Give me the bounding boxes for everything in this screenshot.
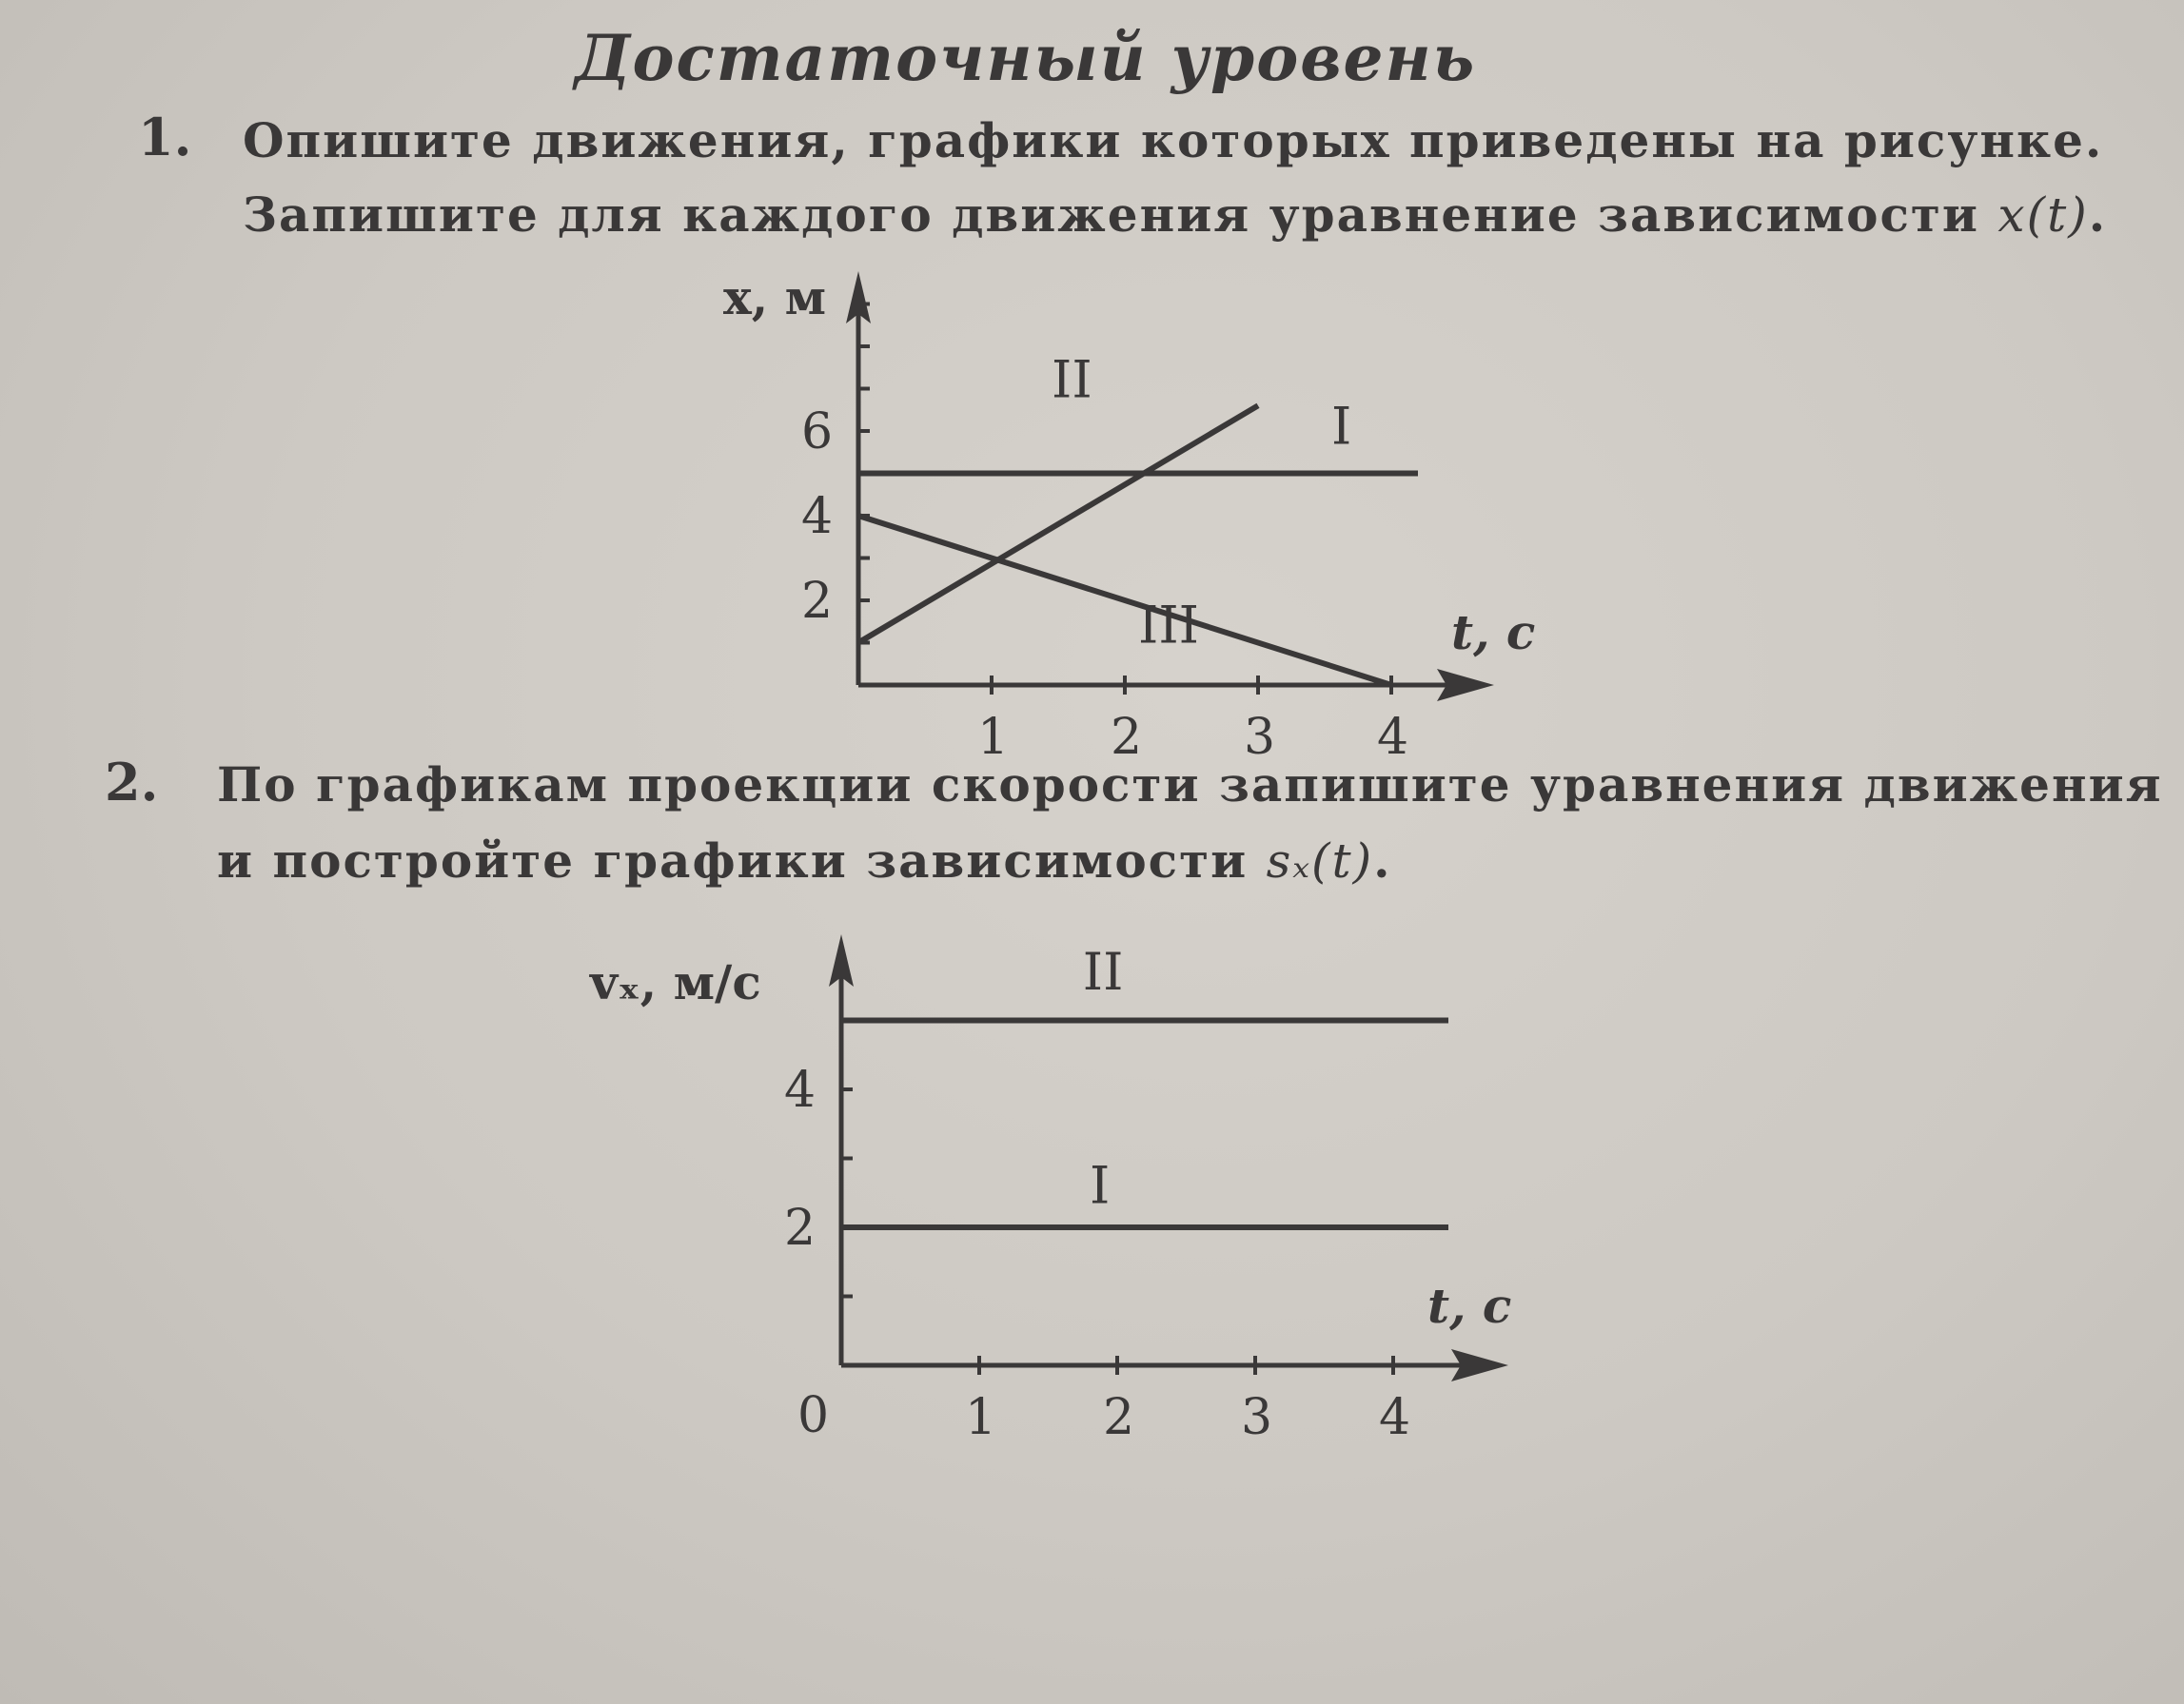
x-tick-label: 4 [1377, 709, 1409, 766]
origin-label: 0 [797, 1387, 830, 1444]
x-tick-label: 4 [1379, 1389, 1411, 1446]
task2-line2-text: и постройте графики зависимости [217, 832, 1249, 889]
x-tick-label: 1 [965, 1389, 997, 1446]
section-heading: Достаточный уровень [574, 21, 1477, 95]
x-tick-label: 2 [1103, 1389, 1135, 1446]
task1-line2-end: . [2088, 186, 2108, 243]
y-tick-label: 6 [801, 403, 834, 460]
y-tick-label: 2 [801, 573, 834, 630]
task1-number: 1. [138, 107, 192, 167]
x-axis-label: t, с [1451, 604, 1536, 660]
series-label-II: II [1082, 941, 1124, 1002]
x-tick-label: 3 [1241, 1389, 1273, 1446]
y-axis-label: x, м [723, 269, 827, 325]
x-tick-label: 2 [1111, 709, 1143, 766]
x-tick-label: 3 [1244, 709, 1276, 766]
series-line-III [858, 516, 1391, 685]
task2-line2-math: sₓ(t) [1266, 833, 1374, 889]
series-label-III: III [1138, 595, 1199, 656]
y-tick-label: 4 [784, 1062, 817, 1119]
y-axis-label: vₓ, м/с [590, 954, 761, 1010]
y-tick-label: 4 [801, 488, 834, 545]
x-tick-label: 1 [977, 709, 1010, 766]
task2-line1: По графикам проекции скорости запишите уравнения движения [217, 756, 2163, 813]
series-label-I: I [1090, 1155, 1111, 1216]
series-label-II: II [1052, 349, 1092, 410]
task1-line2-text: Запишите для каждого движения уравнение зависимости [243, 186, 1979, 243]
task2-line2-end: . [1373, 832, 1392, 889]
y-tick-label: 2 [784, 1200, 817, 1257]
task2-number: 2. [105, 752, 159, 813]
series-label-I: I [1331, 396, 1352, 457]
x-axis-label: t, с [1427, 1278, 1512, 1334]
task1-line1: Опишите движения, графики которых приведены на рисунке. [243, 112, 2104, 168]
task1-line2-math: x(t) [1997, 187, 2089, 243]
